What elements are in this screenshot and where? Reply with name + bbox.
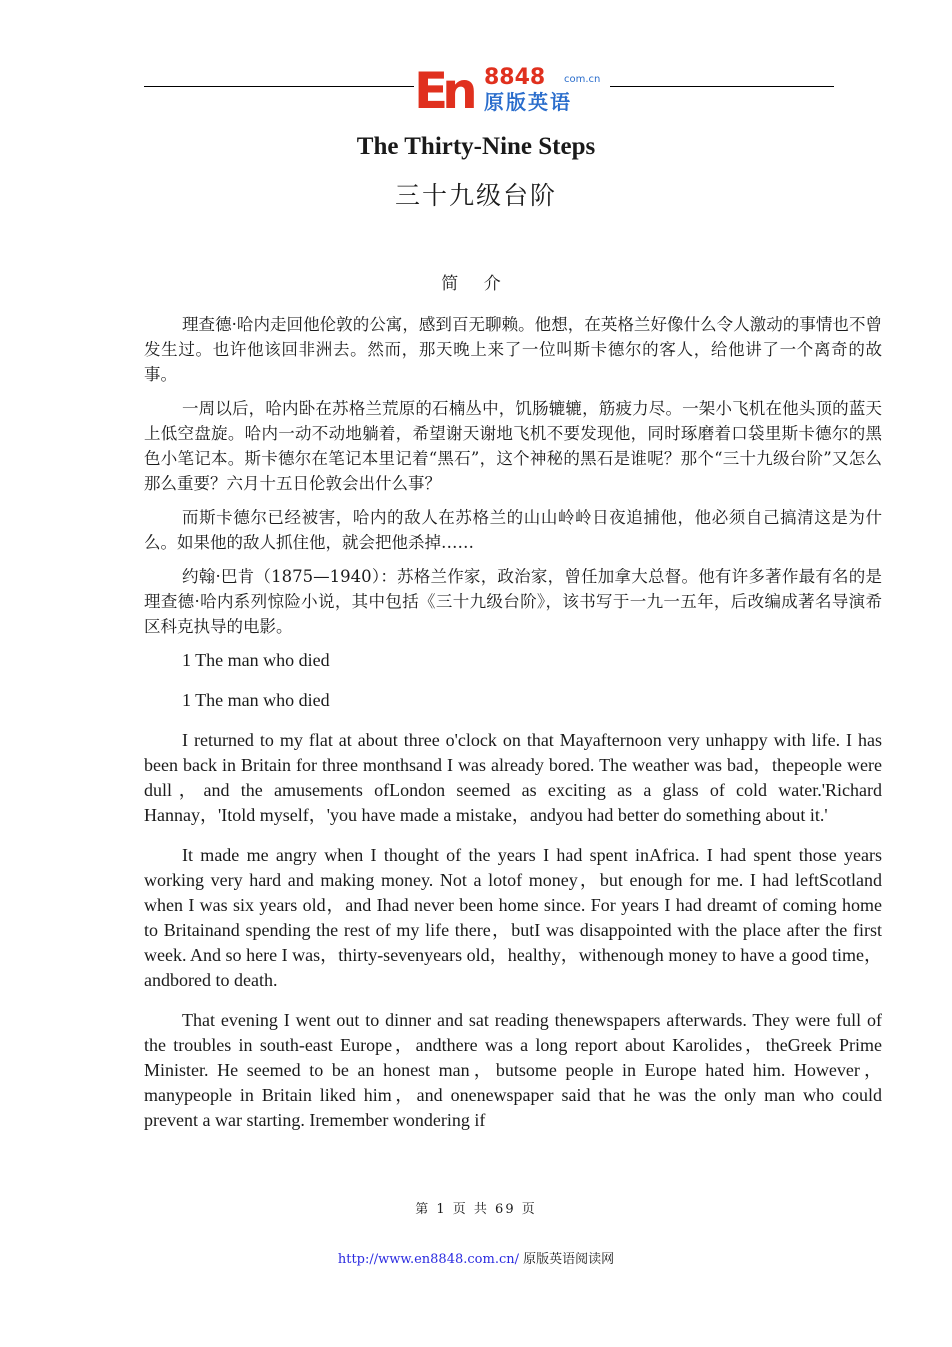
en8848-logo [414,62,608,120]
paragraph: It made me angry when I thought of the years I had spent inAfrica. I had spent those years working very hard and making money. Not a lotof money，but enough for me. I had leftScotland when I was six years old，and Ihad never been home since. For years I had dreamt of coming home to Britainand spending the rest of my life there，butI was disappointed with the place after the first week. And so here I was，thirty-sevenyears old，healthy，withenough money to have a good time，andbored to death. [144,845,882,990]
logo-number: 8848 [484,65,546,90]
title-english: The Thirty-Nine Steps [356,133,596,160]
body-text [144,312,882,1148]
chapter-heading: 1 The man who died [182,650,330,670]
paragraph: 一周以后，哈内卧在苏格兰荒原的石楠丛中，饥肠辘辘，筋疲力尽。一架小飞机在他头顶的蓝天上低空盘旋。哈内一动不动地躺着，希望谢天谢地飞机不要发现他，同时琢磨着口袋里斯卡德尔的黑色小笔记本。斯卡德尔在笔记本里记着“黑石”，这个神秘的黑石是谁呢？那个“三十九级台阶”又怎么那么重要？六月十五日伦敦会出什么事？ [144,399,882,493]
paragraph: 约翰·巴肯（1875—1940）：苏格兰作家，政治家，曾任加拿大总督。他有许多著作最有名的是理查德·哈内系列惊险小说，其中包括《三十九级台阶》，该书写于一九一五年，后改编成著名导演希区科克执导的电影。 [144,567,882,636]
paragraph: 理查德·哈内走回他伦敦的公寓，感到百无聊赖。他想，在英格兰好像什么令人激动的事情也不曾发生过。也许他该回非洲去。然而，那天晚上来了一位叫斯卡德尔的客人，给他讲了一个离奇的故事。 [144,315,882,384]
chapter-heading: 1 The man who died [182,690,330,710]
footer-link[interactable]: http://www.en8848.com.cn/ [337,1252,519,1267]
footer-site-name: 原版英语阅读网 [523,1252,615,1267]
page-number: 第 1 页 共 69 页 [415,1202,537,1217]
header-rule-left [144,86,414,87]
logo-cn-text: 原版英语 [484,90,572,114]
header-rule-right [610,86,834,87]
logo-en-mark: En [414,62,472,120]
paragraph: 而斯卡德尔已经被害，哈内的敌人在苏格兰的山山岭岭日夜追捕他，他必须自己搞清这是为什么。如果他的敌人抓住他，就会把他杀掉…… [144,508,882,552]
title-chinese: 三十九级台阶 [394,181,557,210]
intro-heading: 简 介 [441,274,511,294]
paragraph: That evening I went out to dinner and sat reading thenewspapers afterwards. They were full of the troubles in south-east Europe，andthere was a long report about Karolides，theGreek Prime Minister. He seemed to be an honest man，butsome people in Europe hated him. However，manypeople in Britain liked him，and onenewspaper said that he was the only man who could prevent a war starting. Iremember wondering if [144,1010,882,1130]
logo-domain: com.cn [564,74,601,85]
footer [0,1250,952,1270]
paragraph: I returned to my flat at about three o'clock on that Mayafternoon very unhappy with life. I has been back in Britain for three monthsand I was already bored. The weather was bad，thepeople were dull，and the amusements ofLondon seemed as exciting as a glass of cold water.'Richard Hannay，'Itold myself，'you have made a mistake，andyou had better do something about it.' [144,730,882,825]
